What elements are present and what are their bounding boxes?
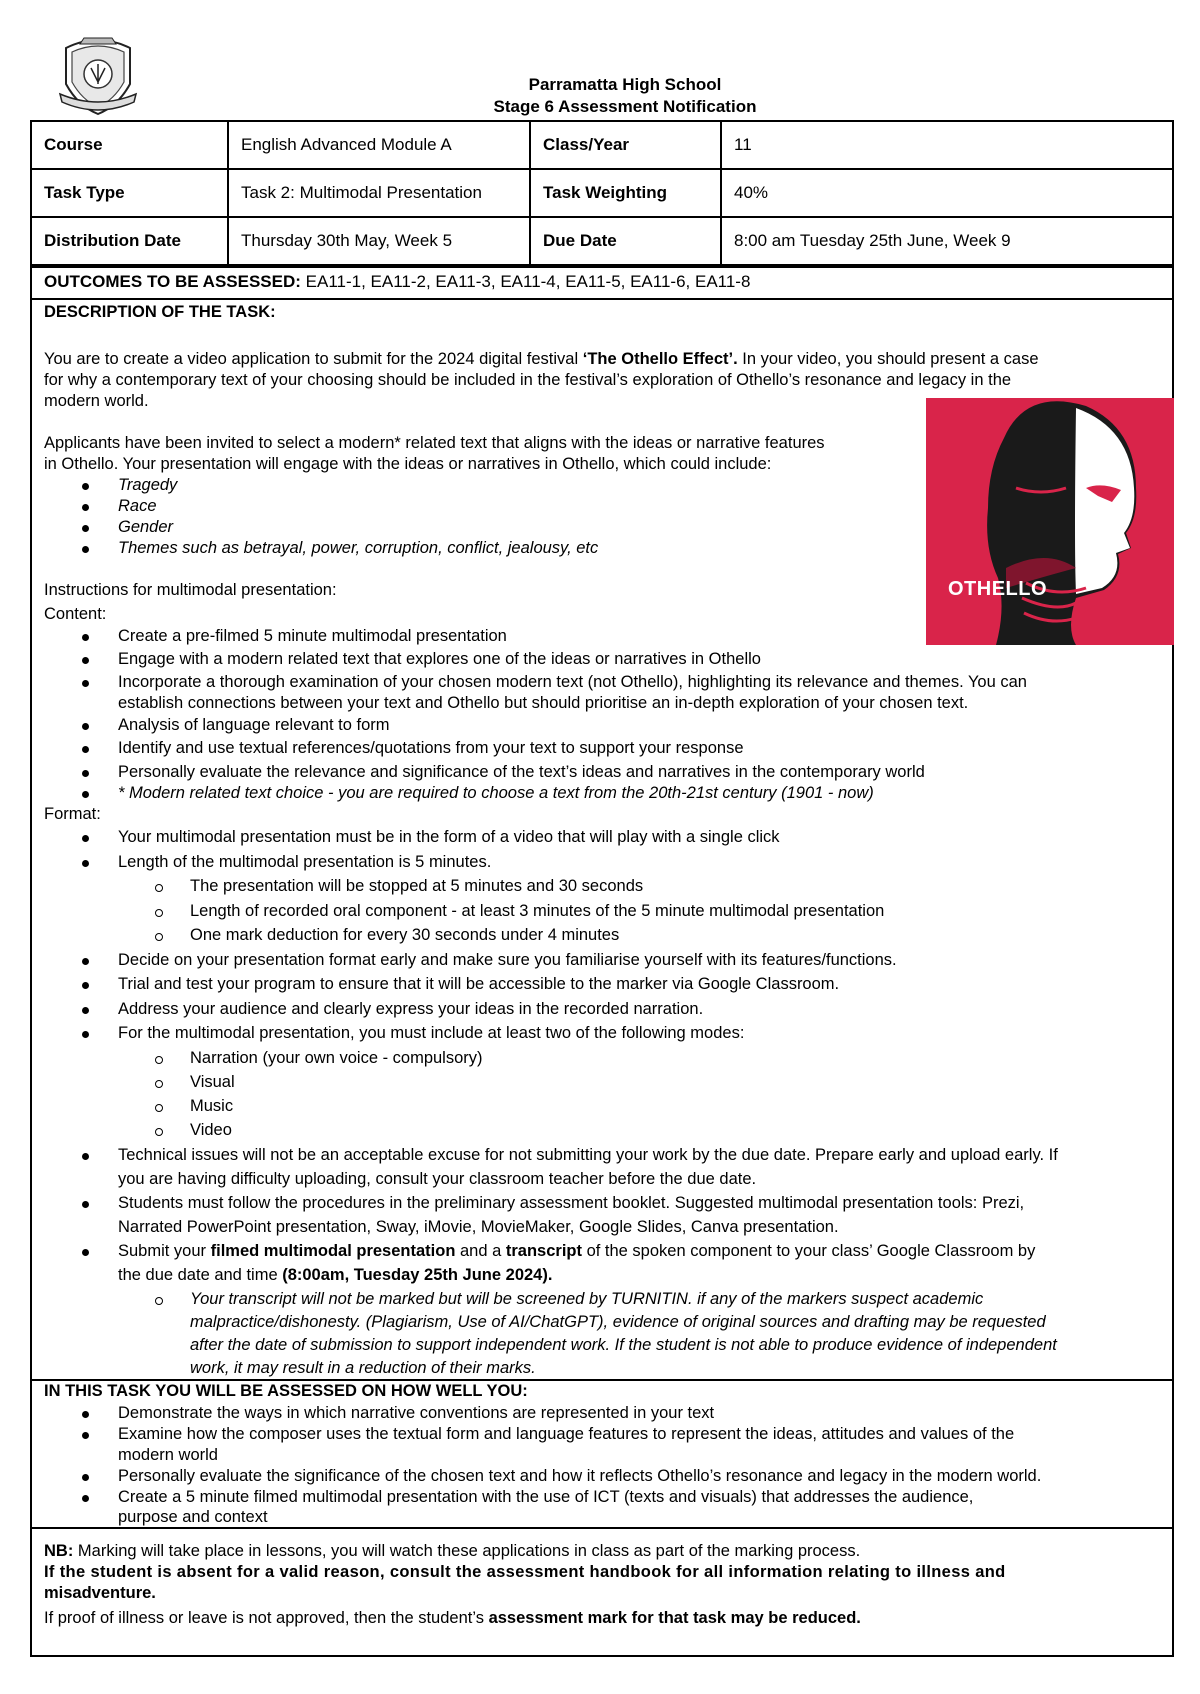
distribution-label: Distribution Date [31,217,228,265]
bullet-icon [82,525,89,532]
format-subitem: Length of recorded oral component - at least 3 minutes of the 5 minute multimodal presentation [190,902,885,920]
content-item: Analysis of language relevant to form [118,716,390,734]
intro-line-1 [44,350,1039,369]
bullet-icon [82,546,89,553]
format-item: Your multimodal presentation must be in the form of a video that will play with a single click [118,828,780,846]
bullet-icon [82,1031,89,1038]
weighting-value: 40% [721,169,1173,217]
format-item-continued: you are having difficulty uploading, consult your classroom teacher before the due date. [118,1170,757,1188]
bullet-icon [82,504,89,511]
format-heading: Format: [44,805,101,823]
format-subitem: The presentation will be stopped at 5 minutes and 30 seconds [190,877,644,895]
turnitin-line: work, it may result in a reduction of their marks. [190,1359,536,1377]
class-value: 11 [721,121,1173,169]
sub-bullet-icon [155,909,163,917]
bullet-icon [82,723,89,730]
bullet-icon [82,982,89,989]
theme-item: Race [118,497,157,515]
sub-bullet-icon [155,933,163,941]
applicants-line-1: Applicants have been invited to select a modern* related text that aligns with the ideas or narrative features [44,434,825,452]
format-item: Students must follow the procedures in the preliminary assessment booklet. Suggested multimodal presentation tools: Prezi, [118,1194,1025,1212]
content-item: * Modern related text choice - you are required to choose a text from the 20th-21st century (1901 - now) [118,784,874,802]
table-row [31,121,1173,169]
intro-line-3: modern world. [44,392,149,410]
format-item: Technical issues will not be an acceptable excuse for not submitting your work by the due date. Prepare early and upload early. If [118,1146,1058,1164]
sub-bullet-icon [155,1297,163,1305]
sub-bullet-icon [155,884,163,892]
assessed-item: Personally evaluate the significance of the chosen text and how it reflects Othello’s resonance and legacy in the modern world. [118,1467,1042,1485]
notification-subtitle: Stage 6 Assessment Notification [493,97,757,116]
format-item: Address your audience and clearly express your ideas in the recorded narration. [118,1000,704,1018]
bullet-icon [82,1411,89,1418]
table-row [31,169,1173,217]
nb-line [44,1542,860,1561]
content-heading: Content: [44,605,107,623]
applicants-line-2: in Othello. Your presentation will engage with the ideas or narratives in Othello, which could include: [44,455,772,473]
class-label: Class/Year [530,121,721,169]
mode-item: Narration (your own voice - compulsory) [190,1049,483,1067]
submit-deadline: (8:00am, Tuesday 25th June 2024). [282,1266,553,1284]
bullet-icon [82,1007,89,1014]
proof-text: If proof of illness or leave is not approved, then the student’s [44,1609,489,1627]
assessed-item-continued: purpose and context [118,1508,268,1526]
assessed-item: Create a 5 minute filmed multimodal presentation with the use of ICT (texts and visuals) that addresses the audience, [118,1488,974,1506]
content-item: Create a pre-filmed 5 minute multimodal presentation [118,627,507,645]
submit-text: the due date and time [118,1266,283,1284]
poster-title: OTHELLO [948,578,1048,600]
description-heading: DESCRIPTION OF THE TASK: [44,303,276,321]
intro-text-2: In your video, you should present a case [737,350,1039,368]
content-item: Personally evaluate the relevance and significance of the text’s ideas and narratives in the contemporary world [118,763,925,781]
bullet-icon [82,1201,89,1208]
bullet-icon [82,1495,89,1502]
task-type-value: Task 2: Multimodal Presentation [228,169,530,217]
content-item: Identify and use textual references/quotations from your text to support your response [118,739,744,757]
assessed-item: Demonstrate the ways in which narrative conventions are represented in your text [118,1404,715,1422]
proof-line [44,1609,861,1628]
bullet-icon [82,770,89,777]
turnitin-line: Your transcript will not be marked but will be screened by TURNITIN. if any of the markers suspect academic [190,1290,984,1308]
bullet-icon [82,860,89,867]
bullet-icon [82,1432,89,1439]
assessed-heading: IN THIS TASK YOU WILL BE ASSESSED ON HOW WELL YOU: [44,1382,528,1400]
turnitin-line: after the date of submission to support independent work. If the student is not able to produce evidence of independent [190,1336,1057,1354]
format-item: For the multimodal presentation, you must include at least two of the following modes: [118,1024,745,1042]
table-row [31,217,1173,265]
nb-label: NB: [44,1542,74,1560]
format-item: Length of the multimodal presentation is 5 minutes. [118,853,492,871]
outcomes-row [30,266,1174,300]
content-item-continued: establish connections between your text and Othello but should prioritise an in-depth exploration of your chosen text. [118,694,969,712]
submit-bold: filmed multimodal presentation [210,1242,456,1260]
bullet-icon [82,680,89,687]
bullet-icon [82,958,89,965]
due-label: Due Date [530,217,721,265]
bullet-icon [82,1474,89,1481]
sub-bullet-icon [155,1056,163,1064]
task-type-label: Task Type [31,169,228,217]
proof-bold: assessment mark for that task may be reduced. [488,1609,861,1627]
task-info-table [30,120,1174,266]
bullet-icon [82,634,89,641]
intro-text-1: You are to create a video application to submit for the 2024 digital festival [44,350,583,368]
othello-poster-image [926,398,1174,645]
bullet-icon [82,657,89,664]
content-item: Engage with a modern related text that explores one of the ideas or narratives in Othello [118,650,761,668]
bullet-icon [82,746,89,753]
format-item: Trial and test your program to ensure that it will be accessible to the marker via Google Classroom. [118,975,840,993]
course-label: Course [31,121,228,169]
outcomes-value: EA11-1, EA11-2, EA11-3, EA11-4, EA11-5, EA11-6, EA11-8 [300,272,751,291]
theme-item: Tragedy [118,476,178,494]
submit-text: and a [455,1242,506,1260]
nb-text: Marking will take place in lessons, you will watch these applications in class as part of the marking process. [73,1542,861,1560]
format-item: Decide on your presentation format early and make sure you familiarise yourself with its features/functions. [118,951,897,969]
bullet-icon [82,483,89,490]
submit-line-2 [118,1266,552,1285]
outcomes-label: OUTCOMES TO BE ASSESSED: [44,272,301,291]
submit-line-1 [118,1242,1035,1261]
sub-bullet-icon [155,1080,163,1088]
mode-item: Music [190,1097,234,1115]
mode-item: Video [190,1121,232,1139]
absent-line-1: If the student is absent for a valid reason, consult the assessment handbook for all information relating to illness and [44,1563,1006,1581]
format-subitem: One mark deduction for every 30 seconds under 4 minutes [190,926,620,944]
format-item-continued: Narrated PowerPoint presentation, Sway, iMovie, MovieMaker, Google Slides, Canva presentation. [118,1218,839,1236]
absent-line-2: misadventure. [44,1584,156,1602]
bullet-icon [82,1153,89,1160]
distribution-value: Thursday 30th May, Week 5 [228,217,530,265]
bullet-icon [82,835,89,842]
theme-item: Themes such as betrayal, power, corruption, conflict, jealousy, etc [118,539,599,557]
bullet-icon [82,1249,89,1256]
bullet-icon [82,791,89,798]
turnitin-line: malpractice/dishonesty. (Plagiarism, Use of AI/ChatGPT), evidence of original sources and drafting may be requested [190,1313,1046,1331]
submit-bold: transcript [505,1242,582,1260]
sub-bullet-icon [155,1128,163,1136]
instructions-heading: Instructions for multimodal presentation: [44,581,337,599]
content-item: Incorporate a thorough examination of your chosen modern text (not Othello), highlighting its relevance and themes. You can [118,673,1027,691]
submit-text: of the spoken component to your class’ Google Classroom by [581,1242,1036,1260]
submit-text: Submit your [118,1242,211,1260]
face-illustration [926,398,1174,645]
sub-bullet-icon [155,1104,163,1112]
assessed-item: Examine how the composer uses the textual form and language features to represent the ideas, attitudes and values of the [118,1425,1015,1443]
theme-item: Gender [118,518,174,536]
assessed-item-continued: modern world [118,1446,218,1464]
course-value: English Advanced Module A [228,121,530,169]
mode-item: Visual [190,1073,235,1091]
weighting-label: Task Weighting [530,169,721,217]
due-value: 8:00 am Tuesday 25th June, Week 9 [721,217,1173,265]
intro-line-2: for why a contemporary text of your choosing should be included in the festival’s exploration of Othello’s resonance and legacy in the [44,371,1012,389]
school-name: Parramatta High School [528,75,722,94]
festival-name: ‘The Othello Effect’. [582,350,738,368]
